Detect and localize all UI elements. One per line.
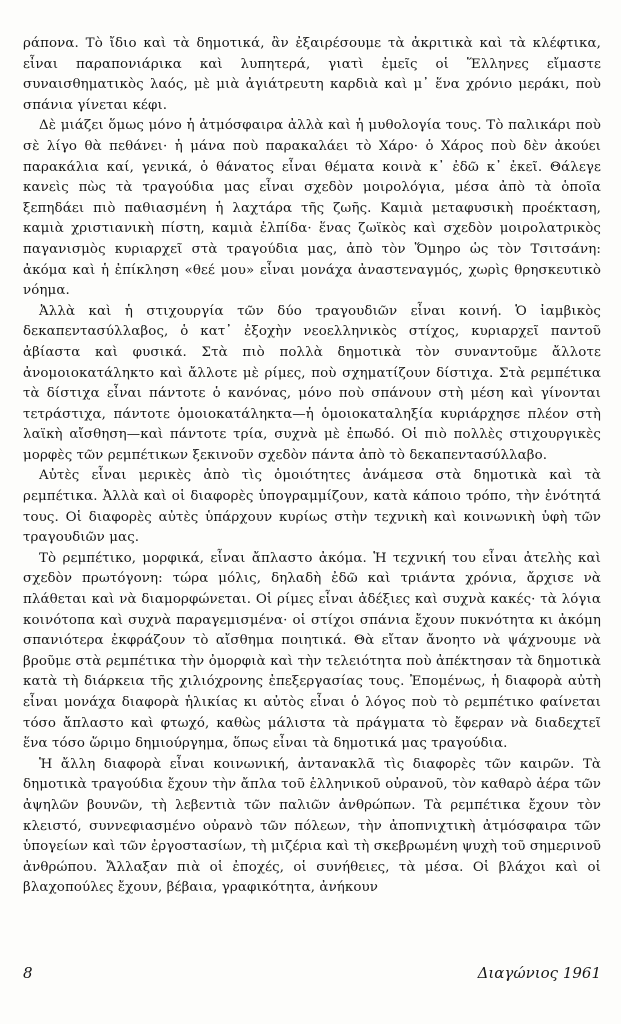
paragraph-2: Δὲ μιάζει ὅμως μόνο ἡ ἀτμόσφαιρα ἀλλὰ καὶ ἡ μυθολογία τους. Τὸ παλικάρι ποὺ σὲ λίγο θὰ πεθάνει· ἡ μάνα ποὺ παρακαλάει τὸ Χάρο· ὁ Χάρος ποὺ δὲν ἀκούει παρακάλια καί, γενικά, ὁ θάνατος εἶναι θέματα κοινὰ κ᾽ ἐδῶ κ᾽ ἐκεῖ. Θάλεγε κανεὶς πὼς τὰ τραγούδια μας εἶναι σχεδὸν μοιρολόγια, μέσα ἀπὸ τὰ ὁποῖα ξεπηδάει πιὸ παθιασμένη ἡ λαχτάρα τῆς ζωῆς. Καμιὰ μεταφυσικὴ προέκταση, καμιὰ χριστιανικὴ πίστη, καμιὰ ἐλπίδα· ἕνας ζωϊκὸς καὶ σχεδὸν μοιρολατρικὸς παγανισμὸς κυριαρχεῖ στὰ τραγούδια μας, ἀπὸ τὸν Ὅμηρο ὡς τὸν Τσιτσάνη: ἀκόμα καὶ ἡ ἐπίκληση «θεέ μου» εἶναι μονάχα ἀναστεναγμός, χωρὶς θρησκευτικὸ νόημα. bbox=[23, 118, 601, 299]
paragraph-1: ράπονα. Τὸ ἴδιο καὶ τὰ δημοτικά, ἂν ἐξαιρέσουμε τὰ ἀκριτικὰ καὶ τὰ κλέφτικα, εἶναι παραπονιάρικα καὶ λυπητερά, γιατὶ ἐμεῖς οἱ Ἕλληνες εἴμαστε συναισθηματικὸς λαός, μὲ μιὰ ἀγιάτρευτη καρδιὰ καὶ μ᾽ ἕνα χρόνιο μεράκι, ποὺ σπάνια γίνεται κέφι. bbox=[23, 36, 601, 113]
paragraph-3: Ἀλλὰ καὶ ἡ στιχουργία τῶν δύο τραγουδιῶν εἶναι κοινή. Ὁ ἰαμβικὸς δεκαπεντασύλλαβος, ὁ κατ᾽ ἐξοχὴν νεοελληνικὸς στίχος, κυριαρχεῖ παντοῦ ἀβίαστα καὶ φυσικά. Στὰ πιὸ πολλὰ δημοτικὰ τὸν συναντοῦμε ἄλλοτε ἀνομοιοκατάληκτο καὶ ἄλλοτε μὲ ρίμες, ποὺ σχηματίζουν δίστιχα. Στὰ ρεμπέτικα τὰ δίστιχα εἶναι πάντοτε ὁ κανόνας, μόνο ποὺ σπάνουν στὴ μέση καὶ γίνονται τετράστιχα, πάντοτε ὁμοιοκατάληκτα—ἡ ὁμοιοκαταληξία κυριάρχησε πλέον στὴ λαϊκὴ αἴσθηση—καὶ πάντοτε τρία, συχνὰ μὲ ἐπωδό. Οἱ πιὸ πολλὲς στιχουργικὲς μορφὲς τῶν ρεμπέτικων ξεκινοῦν σχεδὸν πάντα ἀπὸ τὸ δεκαπεντασύλλαβο. bbox=[23, 303, 601, 463]
paragraph-5: Τὸ ρεμπέτικο, μορφικά, εἶναι ἄπλαστο ἀκόμα. Ἡ τεχνική του εἶναι ἀτελὴς καὶ σχεδὸν πρωτόγονη: τώρα μόλις, δηλαδὴ ἐδῶ καὶ τριάντα χρόνια, ἄρχισε νὰ πλάθεται καὶ νὰ διαμορφώνεται. Οἱ ρίμες εἶναι ἀδέξιες καὶ συχνὰ κακές· τὰ λόγια κοινότοπα καὶ συχνὰ παραγεμισμένα· οἱ στίχοι σπάνια ἔχουν πυκνότητα κι ἀκόμη σπανιότερα ἐκφράζουν τὸ αἴσθημα ποιητικά. Θὰ εἴταν ἄνοητο νὰ ψάχνουμε νὰ βροῦμε στὰ ρεμπέτικα τὴν ὀμορφιὰ καὶ τὴν τελειότητα ποὺ ἀπέκτησαν τὰ δημοτικὰ κατὰ τὴ διάρκεια τῆς χιλιόχρονης ἐπεξεργασίας τους. Ἐπομένως, ἡ διαφορὰ αὐτὴ εἶναι μονάχα διαφορὰ ἡλικίας κι αὐτὸς εἶναι ὁ λόγος ποὺ τὸ ρεμπέτικο φαίνεται τόσο ἄπλαστο καὶ φτωχό, καθὼς μάλιστα τὰ πράγματα τὸ ἔφεραν νὰ διαδεχτεῖ ἕνα τόσο ὥριμο δημιούργημα, ὅπως εἶναι τὰ δημοτικά μας τραγούδια. bbox=[23, 550, 601, 752]
paragraph-6: Ἡ ἄλλη διαφορὰ εἶναι κοινωνική, ἀντανακλᾶ τὶς διαφορὲς τῶν καιρῶν. Τὰ δημοτικὰ τραγούδια ἔχουν τὴν ἄπλα τοῦ ἑλληνικοῦ οὐρανοῦ, τὸν καθαρὸ ἀέρα τῶν ἀψηλῶν βουνῶν, τὴ λεβεντιὰ τῶν παλιῶν ἀνθρώπων. Τὰ ρεμπέτικα ἔχουν τὸν κλειστό, συννεφιασμένο οὐρανὸ τῶν πόλεων, τὴν ἀποπνιχτικὴ ἀτμόσφαιρα τῶν ὑπογείων καὶ τῶν ἐργοστασίων, τὴ μιζέρια καὶ τὴ σκεβρωμένη ψυχὴ τοῦ σημερινοῦ ἀνθρώπου. Ἄλλαξαν πιὰ οἱ ἐποχές, οἱ συνήθειες, τὰ μέσα. Οἱ βλάχοι καὶ οἱ βλαχοπούλες ἔχουν, βέβαια, γραφικότητα, ἀνήκουν bbox=[23, 756, 601, 896]
body-text bbox=[23, 34, 601, 899]
page-number: 8 bbox=[23, 964, 33, 982]
running-title: Διαγώνιος 1961 bbox=[477, 964, 601, 982]
page-footer bbox=[23, 964, 601, 986]
paragraph-4: Αὐτὲς εἶναι μερικὲς ἀπὸ τὶς ὁμοιότητες ἀνάμεσα στὰ δημοτικὰ καὶ τὰ ρεμπέτικα. Ἀλλὰ καὶ οἱ διαφορὲς ὑπογραμμίζουν, κατὰ κάποιο τρόπο, τὴν ἑνότητά τους. Οἱ διαφορὲς αὐτὲς ὑπάρχουν κυρίως στὴν τεχνικὴ καὶ κοινωνικὴ ὑφὴ τῶν τραγουδιῶν μας. bbox=[23, 468, 601, 546]
